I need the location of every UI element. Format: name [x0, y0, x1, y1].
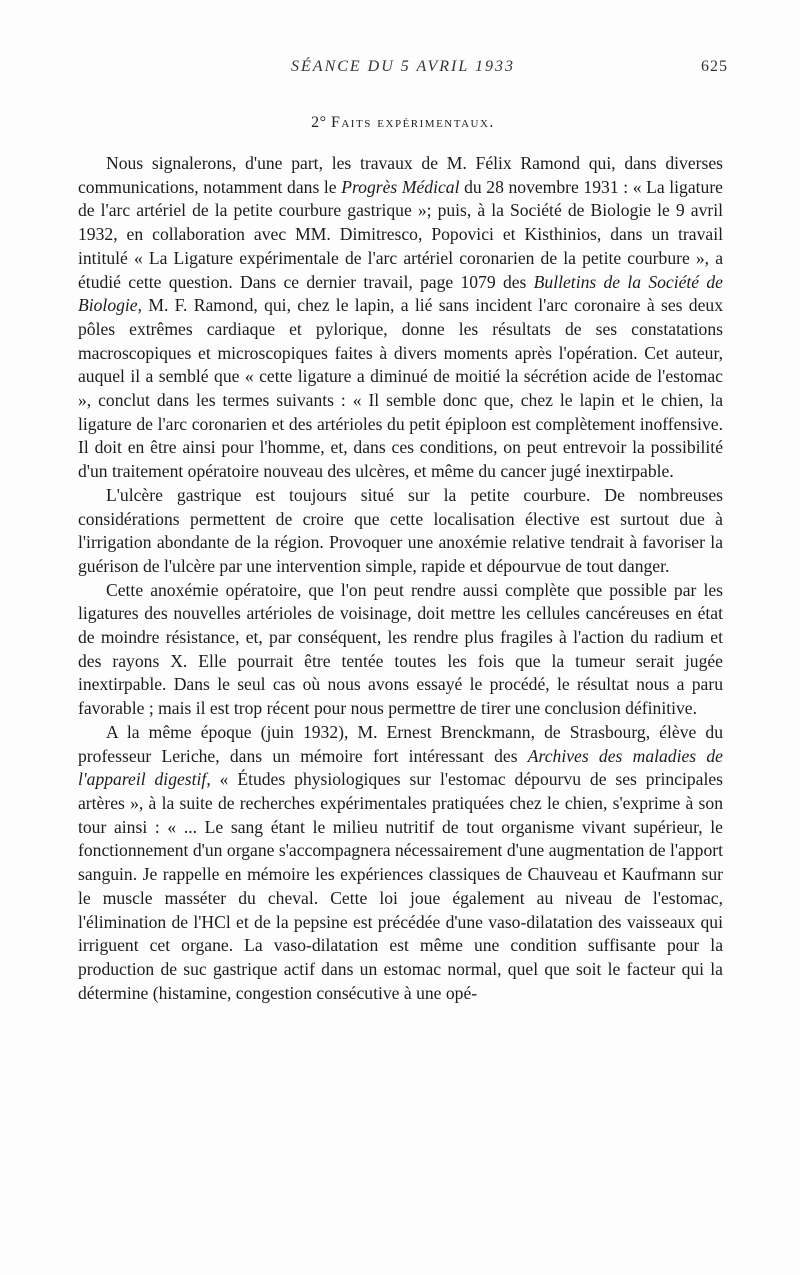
paragraph-1-text-a: Nous signalerons, d'une part, les travaux de M. Félix Ramond qui, dans diverses communications, notamment dans le: [78, 153, 723, 197]
paragraph-2: L'ulcère gastrique est toujours situé sur la petite courbure. De nombreuses considérations permettent de croire que cette localisation élective est surtout due à l'irrigation abondante de la région. Provoquer une anoxémie relative tendrait à favoriser la guérison de l'ulcère par une intervention simple, rapide et dépourvue de tout danger.: [78, 484, 723, 576]
paragraph-4-text-a: A la même époque (juin 1932), M. Ernest Brenckmann, de Strasbourg, élève du professeur Leriche, dans un mémoire fort intéressant des: [78, 721, 723, 766]
body-text: [78, 152, 723, 1005]
running-head-title: SÉANCE DU 5 AVRIL 1933: [291, 58, 515, 75]
paragraph-1-text-c: , M. F. Ramond, qui, chez le lapin, a lié sans incident l'arc coronaire à ses deux pôles extrêmes cardiaque et pylorique, donne les résultats de ses constatations macroscopiques et microscopiques faites à divers moments après l'opération. Cet auteur, auquel il a semblé que « cette ligature a diminué de moitié la sécrétion acide de l'estomac », conclut dans les termes suivants : « Il semble donc que, chez le lapin et le chien, la ligature de l'arc coronarien et des artérioles du petit épiploon est complètement inoffensive. Il doit en être ainsi pour l'homme, et, dans ces conditions, on peut entrevoir la possibilité d'un traitement opératoire nouveau des ulcères, et même du cancer jugé inextirpable.: [78, 295, 723, 482]
paragraph-3: Cette anoxémie opératoire, que l'on peut rendre aussi complète que possible par les ligatures des nouvelles artérioles de voisinage, doit mettre les cellules cancéreuses en état de moindre résistance, et, par conséquent, les rendre plus fragiles à l'action du radium et des rayons X. Elle pourrait être tentée toutes les fois que la tumeur serait jugée inextirpable. Dans le seul cas où nous avons essayé le procédé, le résultat nous a paru favorable ; mais il est trop récent pour nous permettre de tirer une conclusion définitive.: [78, 579, 723, 719]
journal-title-archives: Archives des maladies de l'appareil digestif: [78, 745, 723, 790]
journal-title-progres-medical: Progrès Médical: [341, 176, 460, 197]
paragraph-1: [78, 152, 723, 484]
section-number: 2°: [311, 114, 327, 131]
paragraph-4: [78, 721, 723, 1005]
journal-title-bulletins: Bulletins de la Société de Biologie: [78, 271, 723, 316]
paragraph-4-text-b: , « Études physiologiques sur l'estomac dépourvu de ses principales artères », à la suite de recherches expérimentales pratiquées chez le chien, s'exprime à son tour ainsi : « ... Le sang étant le milieu nutritif de tout organisme vivant supérieur, le fonctionnement d'un organe s'accompagnera nécessairement d'une augmentation de l'apport sanguin. Je rappelle en mémoire les expériences classiques de Chauveau et Kaufmann sur le muscle masséter du cheval. Cette loi joue également au niveau de l'estomac, l'élimination de l'HCl et de la pepsine est précédée d'une vaso-dilatation des vaisseaux qui irriguent cet organe. La vaso-dilatation est même une condition suffisante pour la production de suc gastrique actif dans un estomac normal, quel que soit le facteur qui la détermine (histamine, congestion consécutive à une opé-: [78, 769, 723, 1003]
running-head: [78, 58, 728, 82]
section-title: Faits expérimentaux.: [330, 114, 495, 131]
paragraph-1-text-b: du 28 novembre 1931 : « La ligature de l'arc artériel de la petite courbure gastrique »; puis, à la Société de Biologie le 9 avril 1932, en collaboration avec MM. Dimitresco, Popovici et Kisthinios, dans un travail intitulé « La Ligature expérimentale de l'arc artériel coronarien de la petite courbure », a étudié cette question. Dans ce dernier travail, page 1079 des: [78, 176, 723, 292]
section-heading: [78, 114, 728, 132]
page-number: 625: [701, 58, 728, 75]
